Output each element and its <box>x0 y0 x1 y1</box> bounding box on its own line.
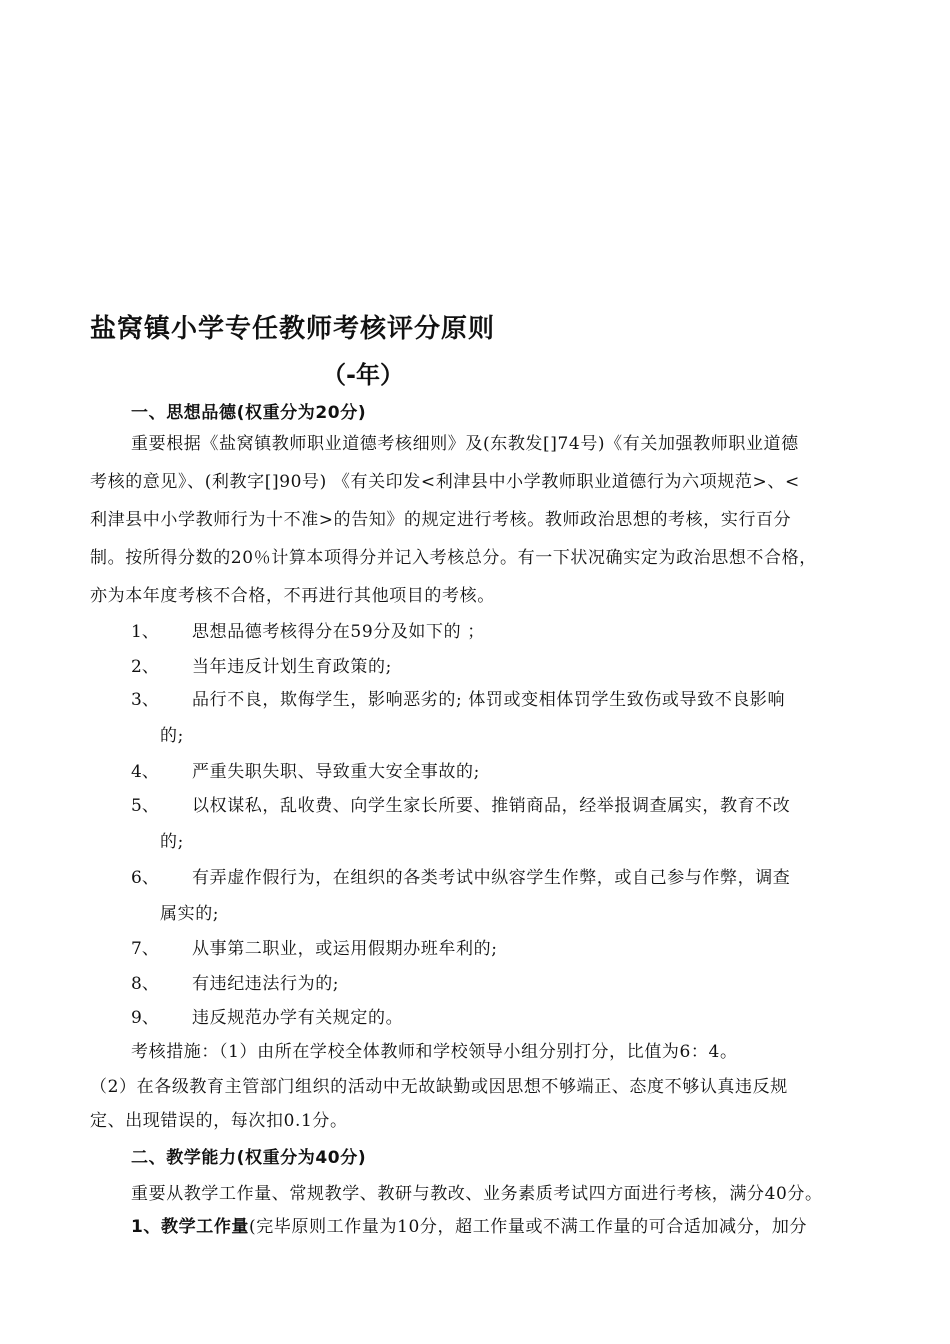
list-item: 当年违反计划生育政策的; <box>192 657 392 677</box>
paragraph-line: 制。按所得分数的20％计算本项得分并记入考核总分。有一下状况确实定为政治思想不合格， <box>90 548 817 568</box>
paragraph-line: 亦为本年度考核不合格，不再进行其他项目的考核。 <box>90 586 495 606</box>
list-item-number: 4、 <box>131 762 159 782</box>
list-item-number: 1、 <box>131 622 159 642</box>
subsection-title: 1、教学工作量 <box>131 1217 250 1237</box>
list-item-continuation: 属实的; <box>160 904 220 924</box>
subsection-line <box>131 1215 807 1239</box>
list-item-continuation: 的; <box>160 832 184 852</box>
section-heading-teaching: 二、教学能力(权重分为40分) <box>131 1148 367 1168</box>
subsection-text: (完毕原则工作量为10分，超工作量或不满工作量的可合适加减分，加分 <box>249 1217 808 1237</box>
section-heading-moral: 一、思想品德(权重分为20分) <box>131 403 367 423</box>
list-item-number: 9、 <box>131 1008 159 1028</box>
document-title: 盐窝镇小学专任教师考核评分原则 <box>90 314 496 344</box>
list-item: 严重失职失职、导致重大安全事故的; <box>192 762 480 782</box>
list-item: 品行不良，欺侮学生，影响恶劣的; 体罚或变相体罚学生致伤或导致不良影响 <box>192 690 786 710</box>
list-item: 思想品德考核得分在59分及如下的 ； <box>192 622 485 642</box>
list-item-number: 5、 <box>131 796 159 816</box>
paragraph-line: 重要从教学工作量、常规教学、教研与教改、业务素质考试四方面进行考核，满分40分。 <box>131 1184 823 1204</box>
document-subtitle: （-年） <box>322 361 404 389</box>
list-item: 违反规范办学有关规定的。 <box>192 1008 404 1028</box>
paragraph-line: 考核措施：（1）由所在学校全体教师和学校领导小组分别打分，比值为6：4。 <box>131 1042 738 1062</box>
paragraph-line: 定、出现错误的，每次扣0.1分。 <box>90 1111 348 1131</box>
list-item-number: 8、 <box>131 974 159 994</box>
paragraph-line: 利津县中小学教师行为十不准>的告知》的规定进行考核。教师政治思想的考核，实行百分 <box>90 510 792 530</box>
paragraph-line: 重要根据《盐窝镇教师职业道德考核细则》及(东教发[]74号)《有关加强教师职业道德 <box>131 434 799 454</box>
paragraph-line: （2）在各级教育主管部门组织的活动中无故缺勤或因思想不够端正、态度不够认真违反规 <box>90 1077 788 1097</box>
list-item-number: 2、 <box>131 657 159 677</box>
list-item: 有违纪违法行为的; <box>192 974 340 994</box>
list-item-number: 6、 <box>131 868 159 888</box>
list-item: 有弄虚作假行为，在组织的各类考试中纵容学生作弊，或自己参与作弊，调查 <box>192 868 791 888</box>
paragraph-line: 考核的意见》、(利教字[]90号) 《有关印发<利津县中小学教师职业道德行为六项规范>、< <box>90 472 800 492</box>
list-item-number: 3、 <box>131 690 159 710</box>
list-item: 以权谋私，乱收费、向学生家长所要、推销商品，经举报调查属实，教育不改 <box>192 796 791 816</box>
list-item: 从事第二职业，或运用假期办班牟利的; <box>192 939 498 959</box>
list-item-number: 7、 <box>131 939 159 959</box>
list-item-continuation: 的; <box>160 726 184 746</box>
